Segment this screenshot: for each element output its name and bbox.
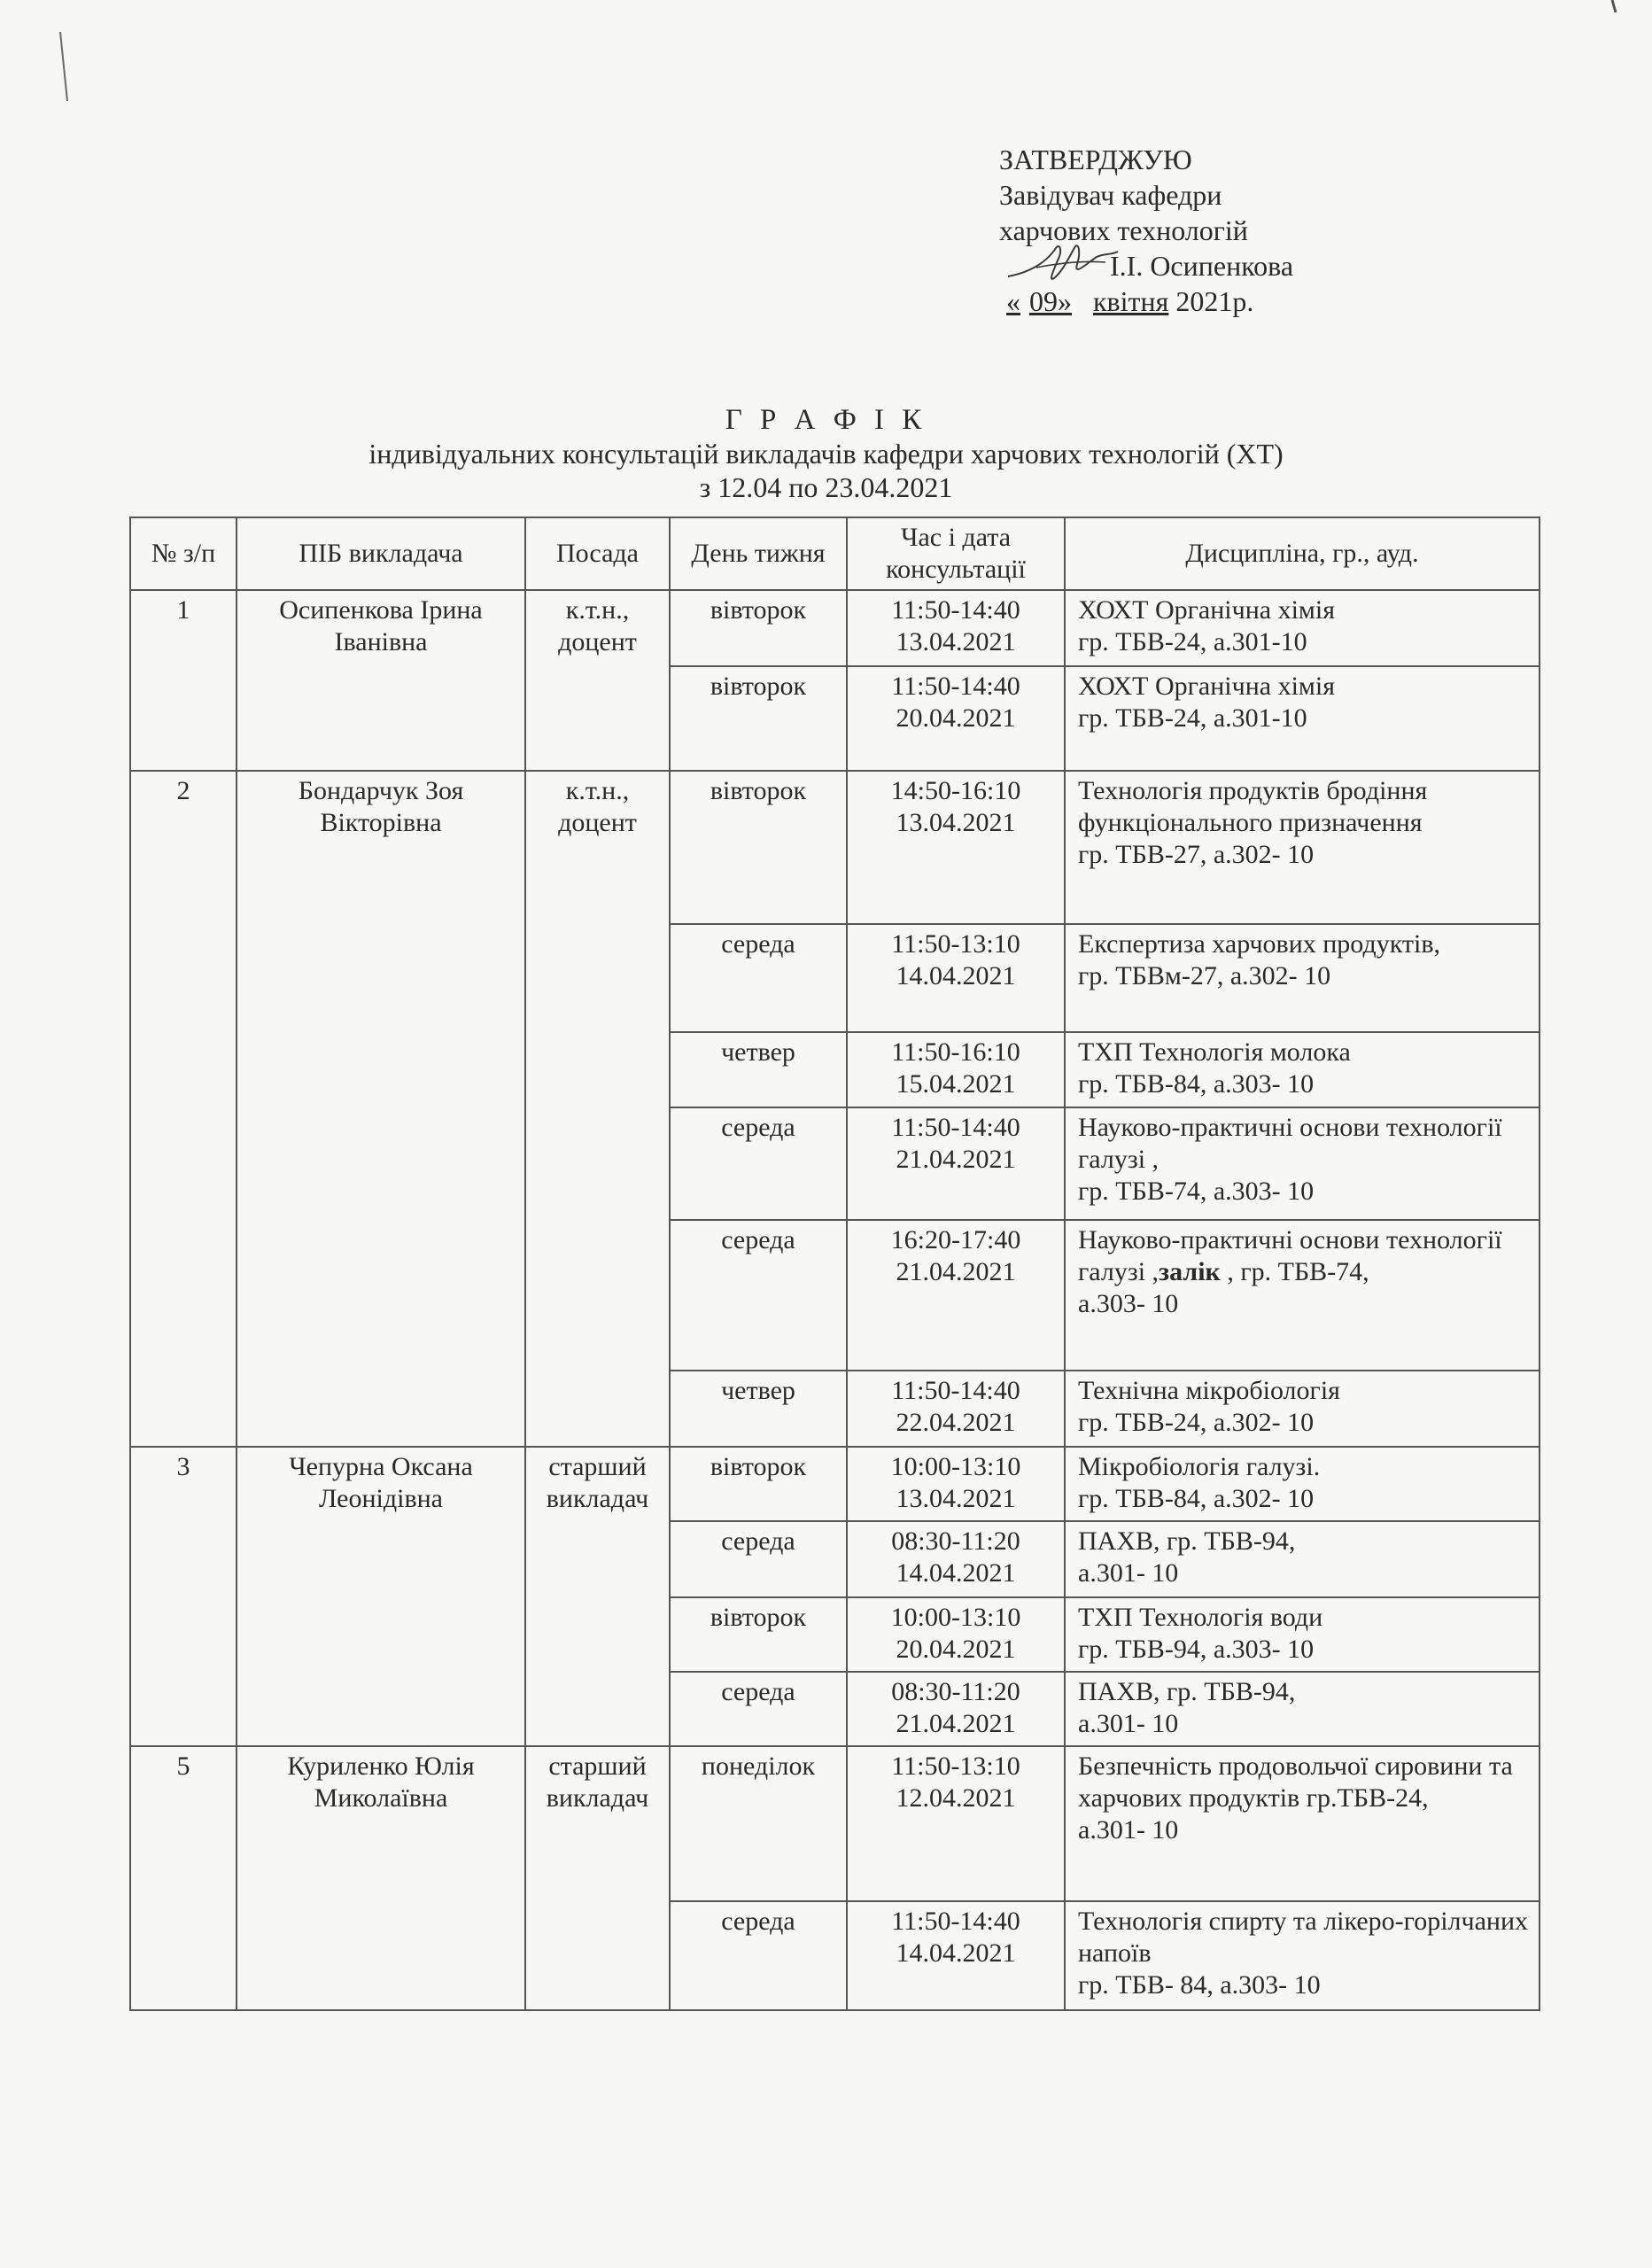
approval-date-close: » [1058,285,1072,317]
session-time: 11:50-14:40 [891,1113,1020,1142]
scan-mark-top-right [1594,0,1652,53]
approval-block [999,142,1293,319]
header-teacher-name: ПІБ викладача [237,517,525,590]
session-date: 13.04.2021 [896,1484,1016,1513]
session-time-date [847,1521,1065,1597]
session-day: вівторок [670,590,847,666]
teacher-number: 1 [130,590,237,771]
session-day: середа [670,1672,847,1746]
session-time: 11:50-14:40 [891,595,1020,625]
header-weekday: День тижня [670,517,847,590]
session-day: понеділок [670,1746,847,1901]
session-discipline [1065,1220,1540,1371]
session-date: 13.04.2021 [896,627,1016,656]
table-row [130,771,1540,924]
session-time-date [847,1107,1065,1220]
approval-date-day: 09 [1029,285,1058,317]
session-date: 14.04.2021 [896,1938,1016,1968]
consultation-schedule-table [129,517,1540,2011]
session-date: 20.04.2021 [896,703,1016,733]
table-row [130,590,1540,666]
session-discipline: Технологія продуктів бродіння функціонального призначення гр. ТБВ-27, а.302- 10 [1065,771,1540,924]
session-date: 13.04.2021 [896,808,1016,837]
table-row [130,1447,1540,1521]
session-time-date [847,1371,1065,1447]
session-time: 11:50-13:10 [891,929,1020,959]
session-date: 21.04.2021 [896,1145,1016,1174]
teacher-name: Осипенкова Ірина Іванівна [237,590,525,771]
session-time-date [847,1220,1065,1371]
session-day: середа [670,1521,847,1597]
header-time-date: Час і дата консультації [847,517,1065,590]
session-discipline: Мікробіологія галузі. гр. ТБВ-84, а.302- 10 [1065,1447,1540,1521]
session-date: 15.04.2021 [896,1069,1016,1099]
session-discipline: ТХП Технологія молока гр. ТБВ-84, а.303- 10 [1065,1032,1540,1107]
header-position: Посада [525,517,670,590]
session-time: 08:30-11:20 [891,1677,1020,1706]
session-date: 14.04.2021 [896,1558,1016,1588]
session-time: 11:50-14:40 [891,1907,1020,1936]
session-discipline: ХОХТ Органічна хімія гр. ТБВ-24, а.301-10 [1065,666,1540,771]
session-day: вівторок [670,666,847,771]
session-time-date [847,1672,1065,1746]
session-time: 11:50-16:10 [891,1037,1020,1067]
session-time-date [847,1901,1065,2010]
teacher-number: 2 [130,771,237,1447]
teacher-name: Бондарчук Зоя Вікторівна [237,771,525,1447]
scan-mark-top-left [53,27,80,106]
header-discipline: Дисципліна, гр., ауд. [1065,517,1540,590]
teacher-position: к.т.н., доцент [525,590,670,771]
approval-date-open: « [1006,285,1020,317]
approval-heading: ЗАТВЕРДЖУЮ [999,144,1192,175]
session-date: 20.04.2021 [896,1635,1016,1664]
approval-department: харчових технологій [999,214,1248,246]
session-date: 12.04.2021 [896,1783,1016,1813]
session-time-date [847,771,1065,924]
header-number: № з/п [130,517,237,590]
session-date: 22.04.2021 [896,1408,1016,1437]
session-day: четвер [670,1371,847,1447]
session-time: 11:50-14:40 [891,1376,1020,1405]
session-discipline: Безпечність продовольчої сировини та харчових продуктів гр.ТБВ-24, а.301- 10 [1065,1746,1540,1901]
session-discipline: ПАХВ, гр. ТБВ-94, а.301- 10 [1065,1672,1540,1746]
session-day: вівторок [670,1597,847,1672]
session-date: 21.04.2021 [896,1709,1016,1738]
session-day: четвер [670,1032,847,1107]
handwritten-signature [1001,237,1125,291]
session-day: вівторок [670,1447,847,1521]
session-discipline: ХОХТ Органічна хімія гр. ТБВ-24, а.301-10 [1065,590,1540,666]
session-time: 10:00-13:10 [890,1452,1021,1481]
session-time-date [847,1032,1065,1107]
discipline-text: Науково-практичні основи технології галузі , [1078,1225,1502,1286]
session-day: середа [670,1901,847,2010]
approval-signatory: І.І. Осипенкова [1110,250,1294,282]
credit-exam-label: залік [1159,1257,1221,1286]
teacher-position: старший викладач [525,1746,670,2010]
session-day: середа [670,924,847,1032]
teacher-number: 5 [130,1746,237,2010]
teacher-position: старший викладач [525,1447,670,1746]
session-discipline: Науково-практичні основи технології галузі , гр. ТБВ-74, а.303- 10 [1065,1107,1540,1220]
session-date: 14.04.2021 [896,961,1016,990]
session-time-date [847,1746,1065,1901]
session-time-date [847,1597,1065,1672]
session-date: 21.04.2021 [896,1257,1016,1286]
table-row [130,1746,1540,1901]
teacher-position: к.т.н., доцент [525,771,670,1447]
session-day: вівторок [670,771,847,924]
session-time: 11:50-14:40 [891,672,1020,701]
session-time: 14:50-16:10 [890,776,1021,805]
approval-date-year: 2021р. [1175,285,1254,317]
session-time: 10:00-13:10 [890,1603,1021,1632]
session-discipline: ТХП Технологія води гр. ТБВ-94, а.303- 10 [1065,1597,1540,1672]
session-time: 11:50-13:10 [891,1751,1020,1781]
session-discipline: ПАХВ, гр. ТБВ-94, а.301- 10 [1065,1521,1540,1597]
session-day: середа [670,1220,847,1371]
approval-position: Завідувач кафедри [999,179,1222,211]
session-time: 08:30-11:20 [891,1526,1020,1556]
document-period: з 12.04 по 23.04.2021 [699,471,953,503]
teacher-name: Чепурна Оксана Леонідівна [237,1447,525,1746]
session-discipline: Експертиза харчових продуктів, гр. ТБВм-27, а.302- 10 [1065,924,1540,1032]
session-discipline: Технологія спирту та лікеро-горілчаних напоїв гр. ТБВ- 84, а.303- 10 [1065,1901,1540,2010]
session-time: 16:20-17:40 [890,1225,1021,1254]
session-day: середа [670,1107,847,1220]
document-subtitle: індивідуальних консультацій викладачів кафедри харчових технологій (ХТ) [368,438,1284,470]
session-time-date [847,1447,1065,1521]
document-title: Г Р А Ф І К [725,404,927,436]
discipline-text: , гр. ТБВ-74, а.303- 10 [1078,1257,1369,1318]
session-time-date [847,590,1065,666]
teacher-name: Куриленко Юлія Миколаївна [237,1746,525,2010]
session-time-date [847,924,1065,1032]
session-discipline: Технічна мікробіологія гр. ТБВ-24, а.302- 10 [1065,1371,1540,1447]
session-time-date [847,666,1065,771]
approval-date-month: квітня [1093,285,1169,317]
table-header-row [130,517,1540,590]
title-block [0,403,1652,504]
teacher-number: 3 [130,1447,237,1746]
